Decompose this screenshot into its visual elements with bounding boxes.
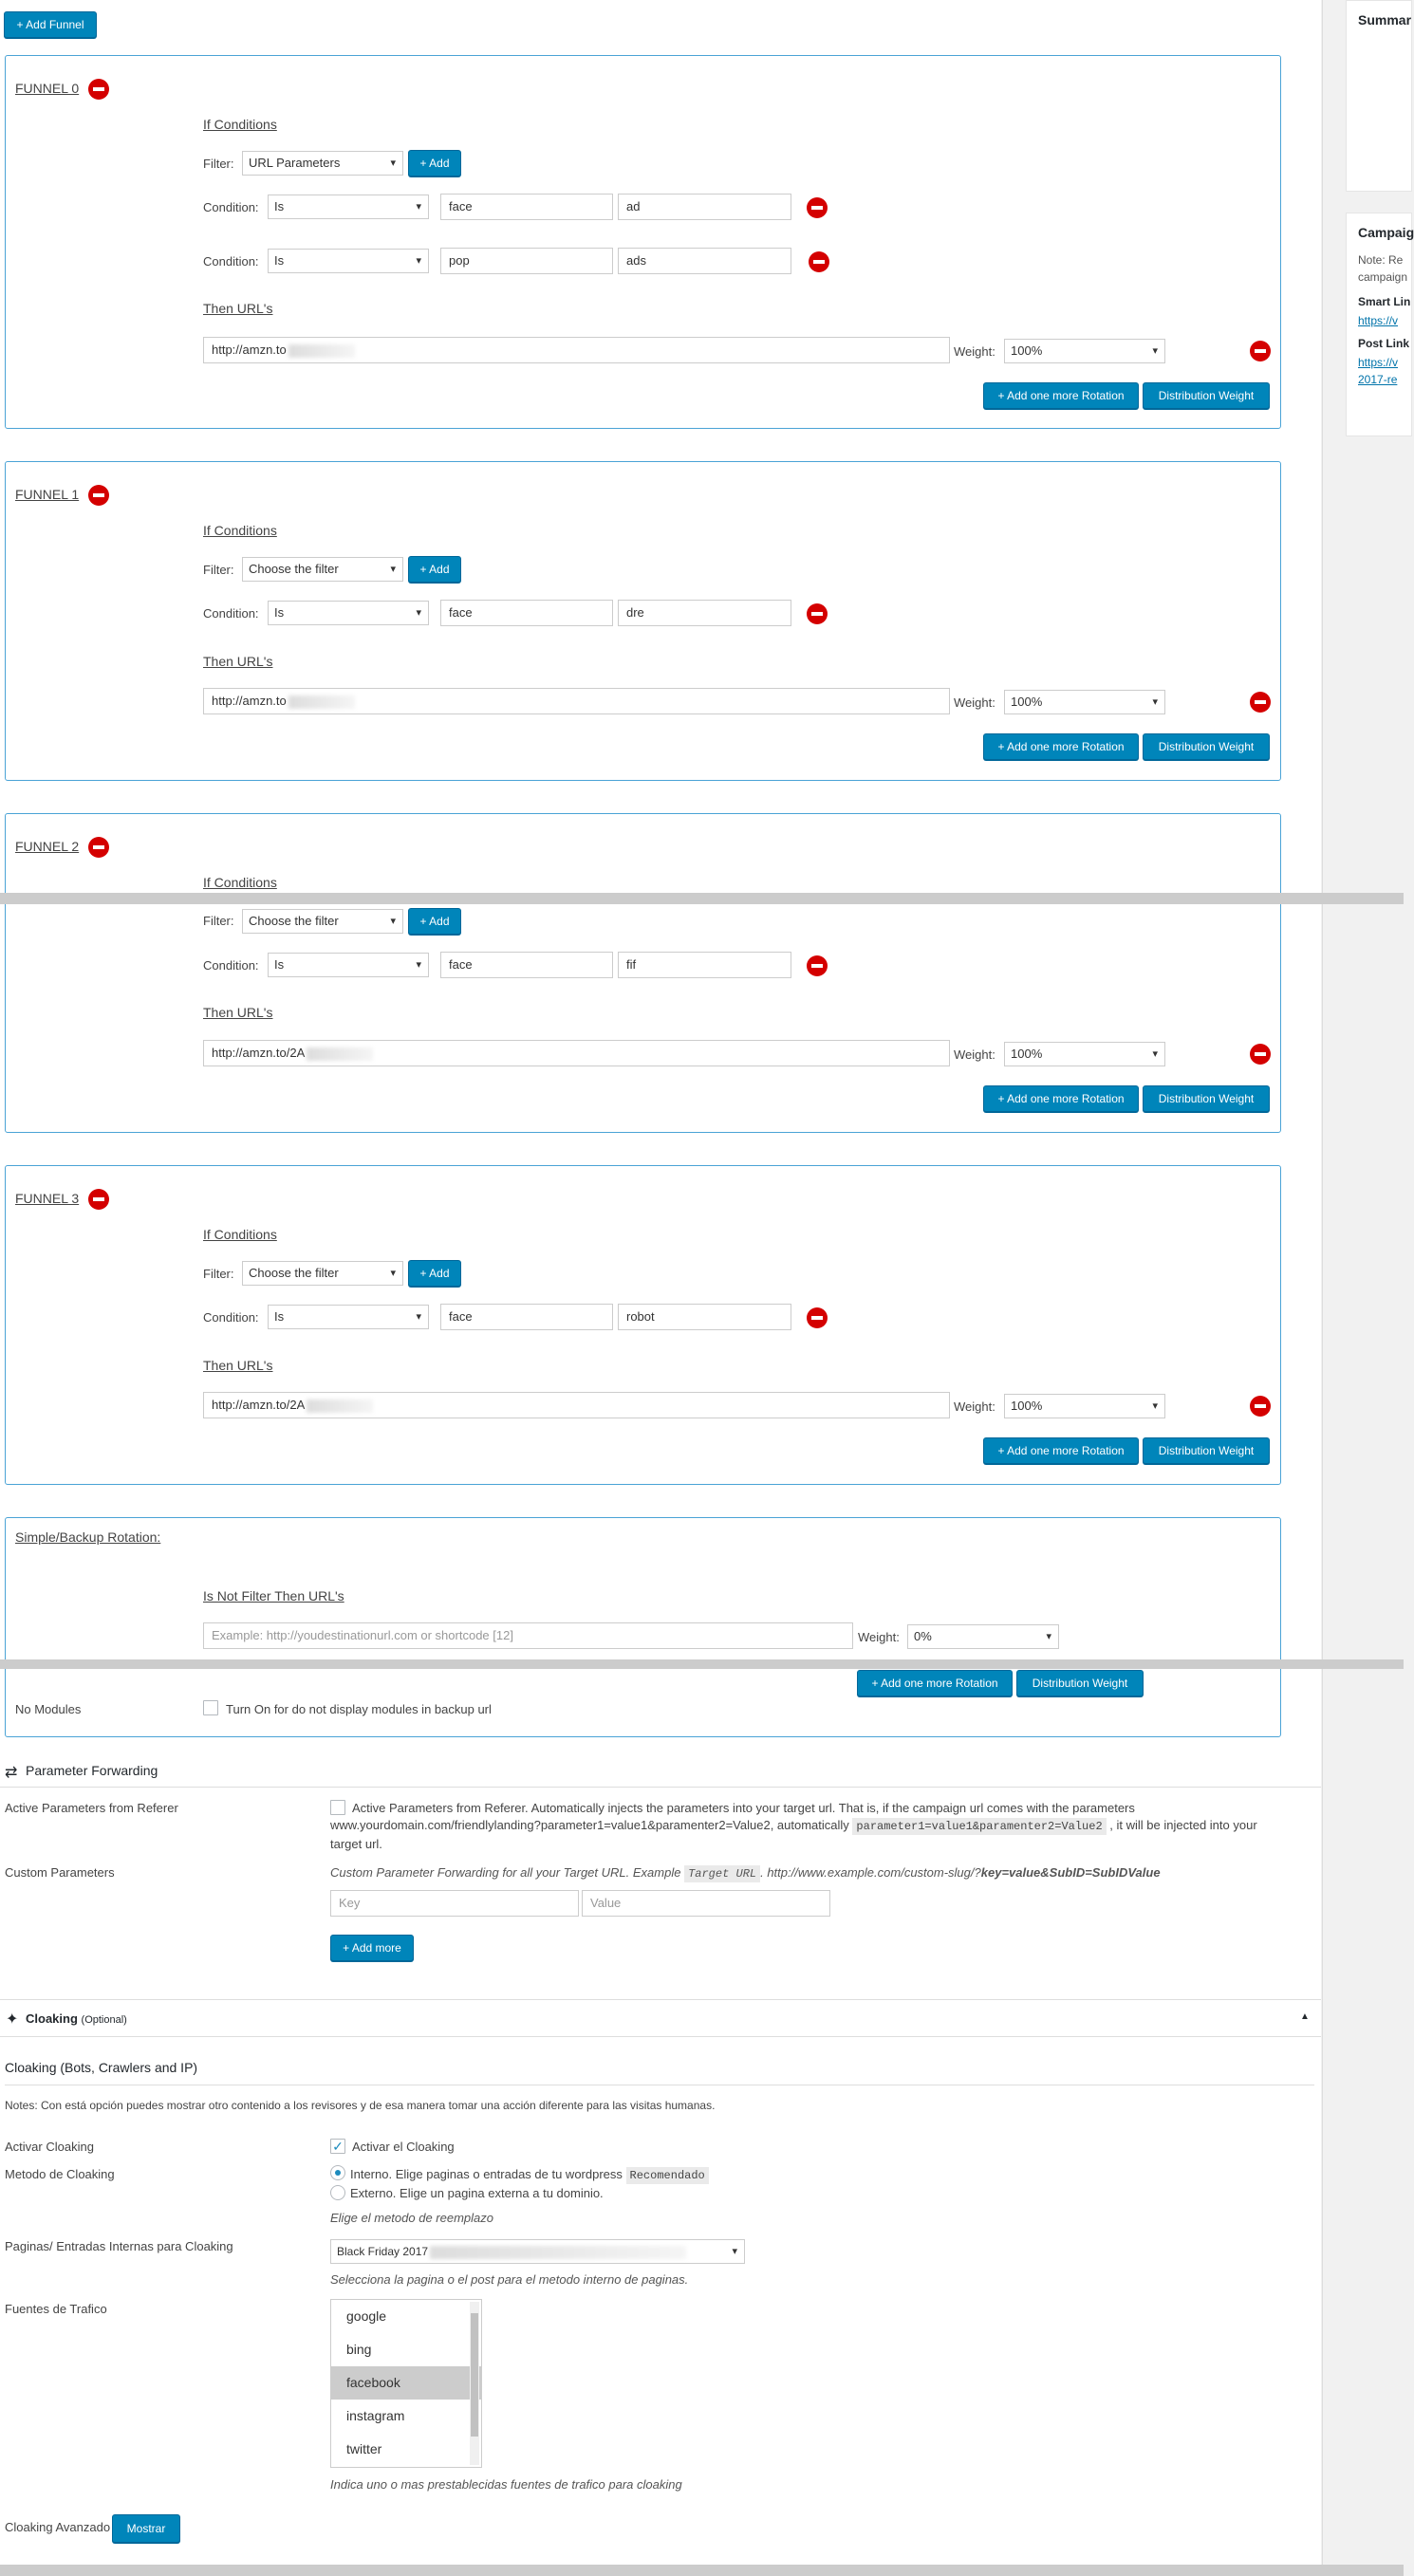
active-params-text-2 bbox=[330, 1818, 1257, 1833]
condition-label: Condition: bbox=[203, 200, 259, 214]
redacted-text bbox=[307, 1399, 373, 1413]
funnel-0 bbox=[5, 55, 1281, 429]
screenshot-seam bbox=[0, 2565, 1404, 2576]
if-conditions-heading: If Conditions bbox=[203, 523, 277, 538]
add-rotation-button[interactable]: + Add one more Rotation bbox=[983, 733, 1139, 760]
externo-radio[interactable] bbox=[330, 2185, 345, 2200]
remove-url-icon[interactable] bbox=[1250, 1396, 1271, 1417]
condition-value-input[interactable]: ad bbox=[618, 194, 791, 220]
filter-label: Filter: bbox=[203, 1267, 234, 1281]
list-item[interactable]: google bbox=[346, 2308, 387, 2324]
no-modules-label: No Modules bbox=[15, 1702, 82, 1716]
if-conditions-heading: If Conditions bbox=[203, 117, 277, 132]
campaign-note: Note: Re bbox=[1358, 253, 1404, 267]
remove-condition-icon[interactable] bbox=[807, 197, 828, 218]
funnel-title: FUNNEL 3 bbox=[15, 1191, 80, 1206]
metodo-note: Elige el metodo de reemplazo bbox=[330, 2211, 493, 2225]
remove-condition-icon[interactable] bbox=[807, 955, 828, 976]
add-rotation-button[interactable]: + Add one more Rotation bbox=[983, 382, 1139, 409]
backup-url-input[interactable] bbox=[203, 1622, 853, 1649]
campaign-note-2: campaign bbox=[1358, 270, 1408, 284]
key-placeholder: Key bbox=[339, 1896, 361, 1910]
weight-select[interactable]: 100% ▾ bbox=[1004, 1394, 1165, 1418]
filter-select[interactable]: Choose the filter ▾ bbox=[242, 909, 403, 934]
activar-checkbox[interactable]: ✓ bbox=[330, 2139, 345, 2154]
target-url-value: http://amzn.to bbox=[212, 343, 287, 357]
list-item[interactable]: twitter bbox=[346, 2441, 382, 2456]
distribution-weight-button[interactable]: Distribution Weight bbox=[1143, 733, 1270, 760]
activar-checkbox-label: Activar el Cloaking bbox=[352, 2140, 455, 2154]
condition-key-input[interactable]: face bbox=[440, 194, 613, 220]
funnel-title: FUNNEL 0 bbox=[15, 81, 80, 96]
cloaking-section bbox=[0, 1999, 1321, 2576]
distribution-weight-button[interactable]: Distribution Weight bbox=[1143, 1437, 1270, 1464]
fuentes-listbox[interactable] bbox=[330, 2299, 482, 2468]
add-filter-button[interactable]: + Add bbox=[408, 556, 461, 583]
custom-note-a: Custom Parameter Forwarding for all your Target URL. Example bbox=[330, 1865, 681, 1880]
campaign-title: Campaig bbox=[1358, 225, 1414, 240]
active-params-text-3: target url. bbox=[330, 1837, 382, 1851]
condition-label: Condition: bbox=[203, 958, 259, 973]
remove-funnel-icon[interactable] bbox=[88, 837, 109, 858]
post-link[interactable]: https://v bbox=[1358, 356, 1399, 369]
remove-condition-icon[interactable] bbox=[807, 603, 828, 624]
condition-operator-select[interactable]: Is ▾ bbox=[268, 249, 429, 273]
custom-params-note bbox=[330, 1865, 1161, 1881]
custom-note-c: key=value&SubID=SubIDValue bbox=[980, 1865, 1161, 1880]
backup-url-placeholder: Example: http://youdestinationurl.com or shortcode [12] bbox=[212, 1628, 513, 1642]
weight-label: Weight: bbox=[858, 1630, 900, 1644]
list-item[interactable]: bing bbox=[346, 2342, 372, 2357]
shuffle-icon: ⇄ bbox=[5, 1765, 18, 1781]
remove-funnel-icon[interactable] bbox=[88, 485, 109, 506]
backup-subtitle: Is Not Filter Then URL's bbox=[203, 1588, 344, 1603]
scrollbar-thumb[interactable] bbox=[471, 2313, 478, 2437]
screenshot-seam bbox=[0, 893, 1404, 904]
filter-select[interactable]: Choose the filter ▾ bbox=[242, 557, 403, 582]
condition-label: Condition: bbox=[203, 606, 259, 621]
post-link-cont[interactable]: 2017-re bbox=[1358, 373, 1398, 386]
funnel-2 bbox=[5, 813, 1281, 1133]
then-urls-heading: Then URL's bbox=[203, 301, 273, 316]
condition-key-input[interactable]: face bbox=[440, 952, 613, 978]
funnel-title: FUNNEL 2 bbox=[15, 839, 80, 854]
target-url-value: http://amzn.to/2A bbox=[212, 1398, 306, 1412]
target-url-value: http://amzn.to/2A bbox=[212, 1046, 306, 1060]
activar-label: Activar Cloaking bbox=[5, 2140, 94, 2154]
target-url-input[interactable] bbox=[203, 337, 950, 363]
if-conditions-heading: If Conditions bbox=[203, 1227, 277, 1242]
metodo-label: Metodo de Cloaking bbox=[5, 2167, 115, 2181]
target-url-input[interactable] bbox=[203, 1392, 950, 1418]
wand-icon: ✦ bbox=[6, 2011, 19, 2028]
listbox-scrollbar[interactable] bbox=[470, 2302, 479, 2465]
condition-key-input[interactable]: face bbox=[440, 1304, 613, 1330]
recomendado-badge: Recomendado bbox=[626, 2167, 709, 2184]
condition-label: Condition: bbox=[203, 1310, 259, 1325]
then-urls-heading: Then URL's bbox=[203, 654, 273, 669]
value-placeholder: Value bbox=[590, 1896, 622, 1910]
remove-url-icon[interactable] bbox=[1250, 692, 1271, 713]
cloaking-title-text: Cloaking bbox=[26, 2011, 78, 2026]
param-forwarding-title: Parameter Forwarding bbox=[26, 1763, 158, 1778]
section-divider bbox=[0, 2036, 1321, 2037]
no-modules-checkbox-label: Turn On for do not display modules in backup url bbox=[226, 1702, 492, 1716]
remove-funnel-icon[interactable] bbox=[88, 79, 109, 100]
fuentes-label: Fuentes de Trafico bbox=[5, 2302, 107, 2316]
paginas-label: Paginas/ Entradas Internas para Cloaking bbox=[5, 2239, 233, 2253]
condition-key-input[interactable]: pop bbox=[440, 248, 613, 274]
param-value-input[interactable] bbox=[582, 1890, 830, 1917]
condition-key-input[interactable]: face bbox=[440, 600, 613, 626]
no-modules-checkbox[interactable] bbox=[203, 1700, 218, 1715]
section-divider bbox=[0, 1787, 1321, 1788]
cloaking-subtitle: Cloaking (Bots, Crawlers and IP) bbox=[5, 2060, 198, 2075]
param-key-input[interactable] bbox=[330, 1890, 579, 1917]
then-urls-heading: Then URL's bbox=[203, 1005, 273, 1020]
backup-rotation bbox=[5, 1517, 1281, 1737]
cloaking-title bbox=[26, 2011, 127, 2026]
filter-label: Filter: bbox=[203, 914, 234, 928]
screenshot-seam bbox=[0, 1659, 1404, 1669]
add-rotation-button[interactable]: + Add one more Rotation bbox=[857, 1670, 1013, 1696]
active-params-text-2b: , it will be injected into your bbox=[1109, 1818, 1257, 1832]
post-link-label: Post Link bbox=[1358, 337, 1410, 350]
avanzado-label: Cloaking Avanzado bbox=[5, 2520, 111, 2534]
condition-operator-select[interactable]: Is ▾ bbox=[268, 601, 429, 625]
add-filter-button[interactable]: + Add bbox=[408, 908, 461, 935]
redacted-text bbox=[288, 344, 355, 358]
condition-value-input[interactable]: dre bbox=[618, 600, 791, 626]
then-urls-heading: Then URL's bbox=[203, 1358, 273, 1373]
custom-note-b: . http://www.example.com/custom-slug/? bbox=[760, 1865, 981, 1880]
add-more-button[interactable]: + Add more bbox=[330, 1935, 414, 1961]
remove-funnel-icon[interactable] bbox=[88, 1189, 109, 1210]
add-funnel-button[interactable]: + Add Funnel bbox=[4, 11, 97, 38]
condition-operator-select[interactable]: Is ▾ bbox=[268, 195, 429, 219]
cloaking-notes: Notes: Con está opción puedes mostrar otro contenido a los revisores y de esa manera tomar una acción diferente para las visitas humanas. bbox=[5, 2099, 716, 2112]
externo-label: Externo. Elige un pagina externa a tu dominio. bbox=[350, 2186, 604, 2200]
weight-select[interactable]: 0% ▾ bbox=[907, 1624, 1059, 1649]
weight-label: Weight: bbox=[954, 1047, 995, 1062]
redacted-text bbox=[307, 1047, 373, 1061]
redacted-text bbox=[430, 2246, 686, 2259]
mostrar-button[interactable]: Mostrar bbox=[112, 2514, 180, 2543]
active-params-label: Active Parameters from Referer bbox=[5, 1801, 178, 1815]
cloaking-optional: (Optional) bbox=[81, 2014, 127, 2026]
add-rotation-button[interactable]: + Add one more Rotation bbox=[983, 1437, 1139, 1464]
remove-url-icon[interactable] bbox=[1250, 1044, 1271, 1065]
condition-value-input[interactable]: fif bbox=[618, 952, 791, 978]
summary-title: Summar bbox=[1358, 12, 1412, 28]
remove-condition-icon[interactable] bbox=[807, 1307, 828, 1328]
funnel-1 bbox=[5, 461, 1281, 781]
paginas-value: Black Friday 2017 bbox=[337, 2245, 429, 2258]
fuentes-note: Indica uno o mas prestablecidas fuentes de trafico para cloaking bbox=[330, 2477, 682, 2492]
target-url-input[interactable] bbox=[203, 688, 950, 714]
distribution-weight-button[interactable]: Distribution Weight bbox=[1143, 1085, 1270, 1112]
weight-label: Weight: bbox=[954, 695, 995, 710]
if-conditions-heading: If Conditions bbox=[203, 875, 277, 890]
remove-url-icon[interactable] bbox=[1250, 341, 1271, 361]
distribution-weight-button[interactable]: Distribution Weight bbox=[1016, 1670, 1144, 1696]
filter-select[interactable]: URL Parameters ▾ bbox=[242, 151, 403, 176]
condition-value-input[interactable]: ads bbox=[618, 248, 791, 274]
add-filter-button[interactable]: + Add bbox=[408, 1260, 461, 1287]
custom-params-label: Custom Parameters bbox=[5, 1865, 115, 1880]
custom-note-code: Target URL bbox=[684, 1865, 760, 1882]
add-rotation-button[interactable]: + Add one more Rotation bbox=[983, 1085, 1139, 1112]
condition-operator-select[interactable]: Is ▾ bbox=[268, 953, 429, 977]
weight-select[interactable]: 100% ▾ bbox=[1004, 690, 1165, 714]
interno-label bbox=[350, 2167, 709, 2182]
backup-title: Simple/Backup Rotation: bbox=[15, 1529, 161, 1545]
weight-label: Weight: bbox=[954, 1399, 995, 1414]
summary-box bbox=[1346, 0, 1412, 192]
add-filter-button[interactable]: + Add bbox=[408, 150, 461, 176]
campaign-box bbox=[1346, 213, 1412, 436]
filter-label: Filter: bbox=[203, 157, 234, 171]
active-params-checkbox[interactable] bbox=[330, 1800, 345, 1815]
list-item-selected[interactable]: facebook bbox=[331, 2366, 481, 2400]
funnel-title: FUNNEL 1 bbox=[15, 487, 80, 502]
target-url-input[interactable] bbox=[203, 1040, 950, 1066]
interno-text: Interno. Elige paginas o entradas de tu wordpress bbox=[350, 2167, 623, 2181]
funnel-3 bbox=[5, 1165, 1281, 1485]
paginas-note: Selecciona la pagina o el post para el metodo interno de paginas. bbox=[330, 2272, 689, 2287]
condition-value-input[interactable]: robot bbox=[618, 1304, 791, 1330]
redacted-text bbox=[288, 695, 355, 709]
weight-label: Weight: bbox=[954, 344, 995, 359]
smart-link-label: Smart Lin bbox=[1358, 295, 1411, 308]
active-params-text-2a: www.yourdomain.com/friendlylanding?parameter1=value1&paramenter2=Value2, automatically bbox=[330, 1818, 849, 1832]
condition-operator-select[interactable]: Is ▾ bbox=[268, 1305, 429, 1329]
smart-link[interactable]: https://v bbox=[1358, 314, 1399, 327]
list-item[interactable]: instagram bbox=[346, 2408, 405, 2423]
active-params-code: parameter1=value1&paramenter2=Value2 bbox=[852, 1818, 1106, 1835]
target-url-value: http://amzn.to bbox=[212, 694, 287, 708]
condition-label: Condition: bbox=[203, 254, 259, 269]
right-sidebar bbox=[1322, 0, 1414, 2576]
collapse-toggle-icon[interactable]: ▲ bbox=[1300, 2011, 1310, 2022]
filter-select[interactable]: Choose the filter ▾ bbox=[242, 1261, 403, 1286]
filter-label: Filter: bbox=[203, 563, 234, 577]
active-params-text-1: Active Parameters from Referer. Automatically injects the parameters into your target url. That is, if the campaign url comes with the parameters bbox=[352, 1801, 1135, 1815]
remove-condition-icon[interactable] bbox=[809, 251, 829, 272]
weight-select[interactable]: 100% ▾ bbox=[1004, 339, 1165, 363]
paginas-select[interactable] bbox=[330, 2239, 745, 2264]
interno-radio[interactable] bbox=[330, 2165, 345, 2180]
weight-select[interactable]: 100% ▾ bbox=[1004, 1042, 1165, 1066]
distribution-weight-button[interactable]: Distribution Weight bbox=[1143, 382, 1270, 409]
